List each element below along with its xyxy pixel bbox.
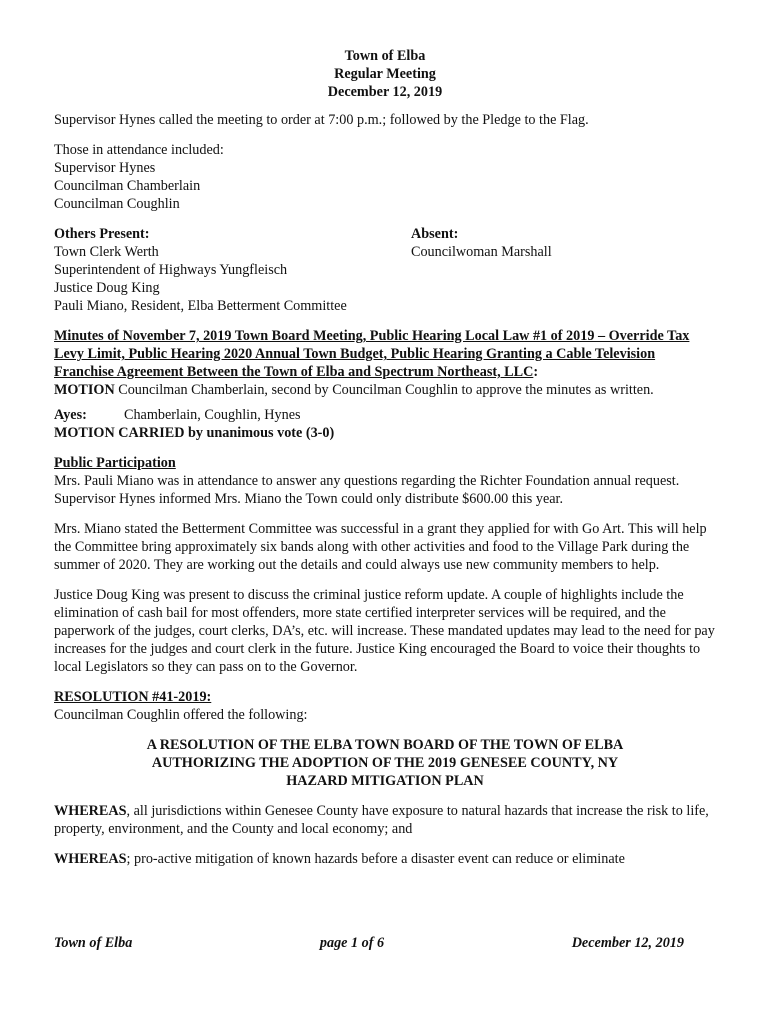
minutes-heading-text: Minutes of November 7, 2019 Town Board Meeting, Public Hearing Local Law #1 of 2019 – Override Tax Levy Limit, Public Hearing 2020 Annual Town Budget, Public Hearing Granting a Cable Television Franchise Agreement Between the Town of Elba and Spectrum Northeast, LLC [54,328,690,380]
others-item: Town Clerk Werth [54,244,159,260]
motion-text: Councilman Chamberlain, second by Councilman Coughlin to approve the minutes as written. [114,382,654,398]
footer-town: Town of Elba [54,935,133,951]
whereas-clause [54,802,716,838]
minutes-section [54,327,716,442]
document-body [54,47,716,868]
others-absent-section [54,225,716,315]
minutes-motion [54,381,716,399]
absent-list [411,225,716,315]
opening-statement: Supervisor Hynes called the meeting to order at 7:00 p.m.; followed by the Pledge to the Flag. [54,112,589,128]
resolution-title-line: HAZARD MITIGATION PLAN [286,773,484,789]
absent-heading: Absent: [411,226,459,242]
others-item: Superintendent of Highways Yungfleisch [54,262,288,278]
resolution-title-line: AUTHORIZING THE ADOPTION OF THE 2019 GENESEE COUNTY, NY [151,755,619,771]
footer-date: December 12, 2019 [571,935,684,951]
others-item: Pauli Miano, Resident, Elba Betterment Committee [54,298,347,314]
others-present [54,225,411,315]
attendance-member: Councilman Coughlin [54,196,180,212]
public-participation-paragraph: Justice Doug King was present to discuss the criminal justice reform update. A couple of highlights include the elimination of cash bail for most offenders, more state certified interpreter services will be required, and the paperwork of the judges, court clerks, DA’s, etc. will increase. These mandated updates may lead to the need for pay increases for the judges and court clerk in the future. Justice King encouraged the Board to voice their thoughts to local Legislators so they can pass on to the Governor. [54,587,715,675]
attendance-member: Supervisor Hynes [54,160,156,176]
attendance-member: Councilman Chamberlain [54,178,201,194]
public-participation-section [54,454,716,676]
resolution-offered: Councilman Coughlin offered the following: [54,707,308,723]
minutes-heading [54,327,716,381]
resolution-title [54,736,716,790]
title-date: December 12, 2019 [327,84,443,100]
ayes-label: Ayes: [54,407,87,423]
resolution-section [54,688,716,868]
public-participation-heading: Public Participation [54,455,176,471]
whereas-text: , all jurisdictions within Genesee County have exposure to natural hazards that increase the risk to life, property, environment, and the County and local economy; and [54,803,709,837]
resolution-heading: RESOLUTION #41-2019: [54,689,212,705]
attendance-intro: Those in attendance included: [54,142,224,158]
resolution-title-line: A RESOLUTION OF THE ELBA TOWN BOARD OF THE TOWN OF ELBA [146,737,624,753]
title-town: Town of Elba [344,48,426,64]
ayes-line [54,406,716,424]
motion-carried: MOTION CARRIED by unanimous vote (3-0) [54,425,335,441]
public-participation-paragraph: Mrs. Pauli Miano was in attendance to answer any questions regarding the Richter Foundation annual request. Supervisor Hynes informed Mrs. Miano the Town could only distribute $600.00 this year. [54,473,680,507]
footer-page-number: page 1 of 6 [319,935,385,951]
minutes-heading-colon: : [533,364,539,380]
whereas-label: WHEREAS [54,803,127,819]
public-participation-paragraph: Mrs. Miano stated the Betterment Committee was successful in a grant they applied for with Go Art. This will help the Committee bring approximately six bands along with other activities and food to the Village Park during the summer of 2020. They are working out the details and could always use new community members to help. [54,521,707,573]
ayes-names: Chamberlain, Coughlin, Hynes [124,407,301,423]
whereas-label: WHEREAS [54,851,127,867]
whereas-text: ; pro-active mitigation of known hazards before a disaster event can reduce or eliminate [126,851,625,867]
document-title [54,47,716,101]
whereas-clause [54,850,716,868]
others-item: Justice Doug King [54,280,160,296]
absent-item: Councilwoman Marshall [411,244,552,260]
page-footer [54,934,684,952]
others-heading: Others Present: [54,226,150,242]
title-meeting: Regular Meeting [334,66,436,82]
attendance-section [54,141,716,213]
motion-label: MOTION [54,382,115,398]
